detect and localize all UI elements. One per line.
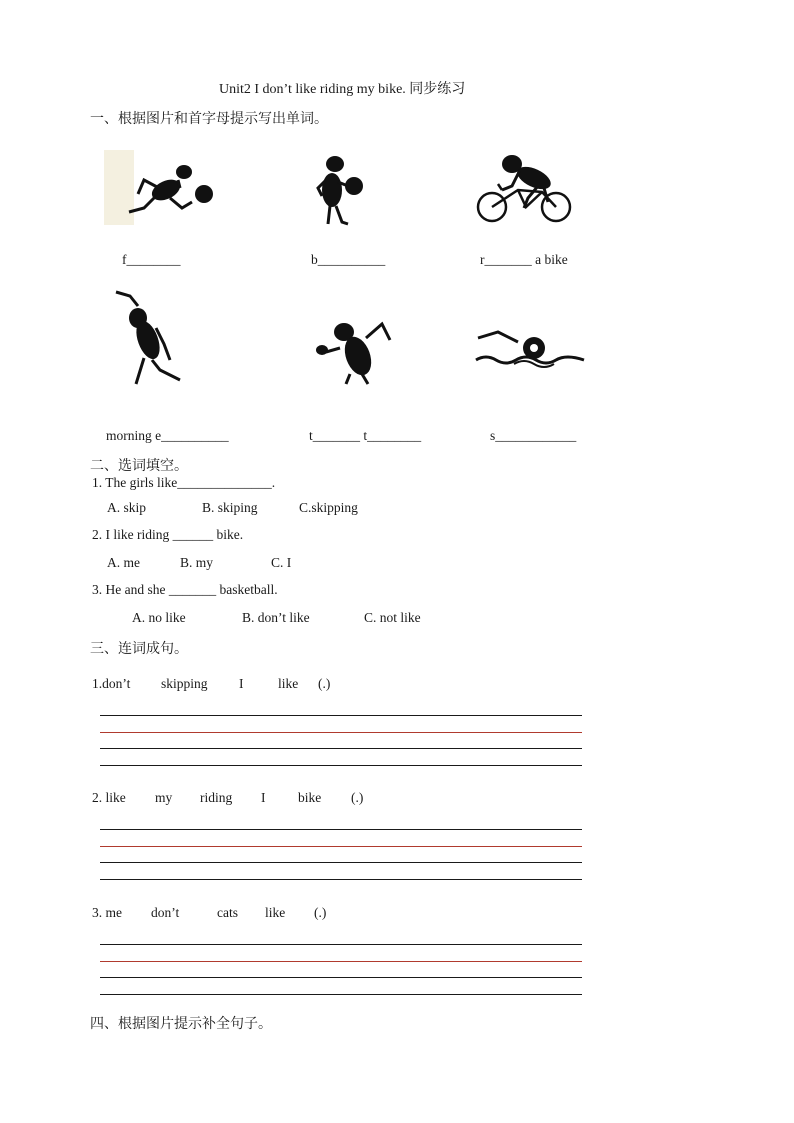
writing-line	[100, 994, 582, 995]
writing-line	[100, 862, 582, 863]
q1-option-a: A. skip	[107, 500, 147, 515]
writing-line	[100, 879, 582, 880]
q3-option-a: A. no like	[132, 610, 186, 625]
writing-line	[100, 765, 582, 766]
s1-word-4: like	[278, 676, 299, 691]
s1-word-3: I	[239, 676, 244, 691]
s2-word-2: my	[155, 790, 173, 805]
s1-word-1: 1.don’t	[92, 676, 131, 691]
q2-option-c: C. I	[271, 555, 292, 570]
writing-line	[100, 829, 582, 830]
stretching-figure	[110, 288, 188, 388]
s3-word-3: cats	[217, 905, 238, 920]
row2-blank-2: t_______ t________	[309, 428, 422, 443]
q1-stem: 1. The girls like______________.	[92, 475, 276, 490]
q1-option-b: B. skiping	[202, 500, 258, 515]
writing-line	[100, 944, 582, 945]
writing-line	[100, 748, 582, 749]
q3-stem: 3. He and she _______ basketball.	[92, 582, 278, 597]
s3-word-1: 3. me	[92, 905, 122, 920]
q2-option-a: A. me	[107, 555, 140, 570]
s1-word-5: (.)	[318, 676, 331, 691]
basketball-figure	[310, 152, 370, 230]
s3-word-4: like	[265, 905, 286, 920]
swimming-figure	[474, 328, 586, 374]
q1-option-c: C.skipping	[299, 500, 358, 515]
row1-blank-2: b__________	[311, 252, 386, 267]
s2-word-4: I	[261, 790, 266, 805]
section1-heading: 一、根据图片和首字母提示写出单词。	[90, 111, 328, 127]
q3-option-c: C. not like	[364, 610, 421, 625]
football-figure	[104, 150, 219, 230]
s2-word-6: (.)	[351, 790, 364, 805]
section2-heading: 二、选词填空。	[90, 458, 188, 474]
s3-word-2: don’t	[151, 905, 180, 920]
section3-heading: 三、连词成句。	[90, 641, 188, 657]
row2-blank-3: s____________	[490, 428, 577, 443]
row1-blank-3: r_______ a bike	[480, 252, 568, 267]
writing-line-red	[100, 846, 582, 847]
s3-word-5: (.)	[314, 905, 327, 920]
q3-option-b: B. don’t like	[242, 610, 310, 625]
section4-heading: 四、根据图片提示补全句子。	[90, 1016, 272, 1032]
s2-word-3: riding	[200, 790, 233, 805]
q2-option-b: B. my	[180, 555, 214, 570]
page-title: Unit2 I don’t like riding my bike. 同步练习	[219, 82, 466, 97]
writing-line-red	[100, 961, 582, 962]
row2-blank-1: morning e__________	[106, 428, 229, 443]
ping-pong-figure	[310, 318, 394, 388]
s1-word-2: skipping	[161, 676, 208, 691]
row1-blank-1: f________	[122, 252, 181, 267]
q2-stem: 2. I like riding ______ bike.	[92, 527, 244, 542]
s2-word-1: 2. like	[92, 790, 126, 805]
writing-line	[100, 715, 582, 716]
cycling-figure	[472, 152, 576, 224]
writing-line-red	[100, 732, 582, 733]
writing-line	[100, 977, 582, 978]
s2-word-5: bike	[298, 790, 322, 805]
